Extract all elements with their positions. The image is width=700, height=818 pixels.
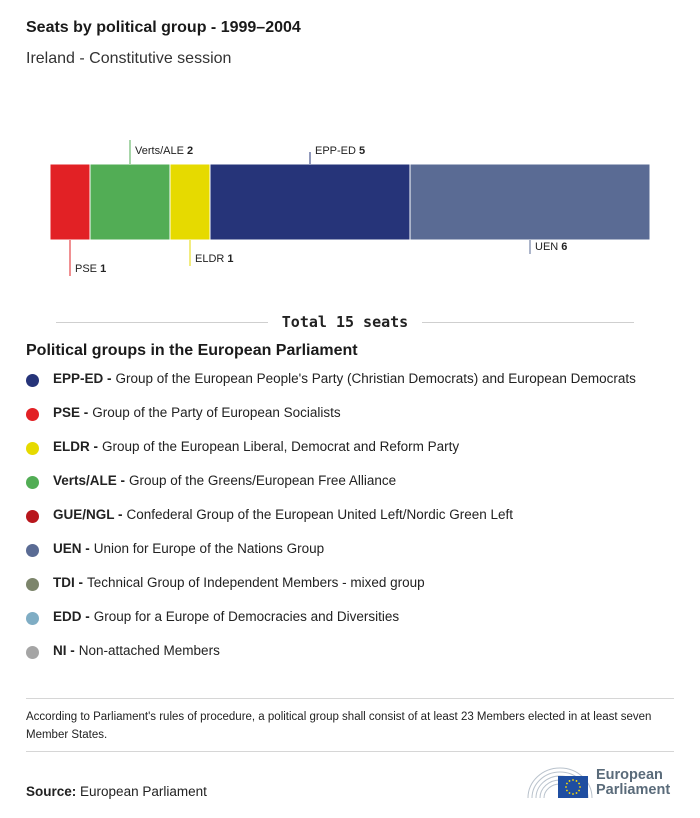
legend-item <box>26 507 636 541</box>
legend-title: Political groups in the European Parliament <box>26 342 358 359</box>
legend-text <box>53 575 425 590</box>
bar-segment-pse <box>50 164 90 240</box>
bar-label-value-pse: 1 <box>100 263 107 275</box>
total-seats-label: Total 15 seats <box>281 313 409 331</box>
legend-abbr: EPP-ED - <box>53 371 112 386</box>
hemicycle-icon <box>526 762 594 802</box>
stacked-bar-chart <box>0 130 700 280</box>
legend-dot-icon <box>26 544 39 557</box>
legend-name: Technical Group of Independent Members - mixed group <box>87 575 425 590</box>
eu-star-icon <box>579 786 581 788</box>
source-label: Source: <box>26 784 77 799</box>
divider-top <box>26 698 674 699</box>
total-rule-left <box>56 322 268 323</box>
footnote: According to Parliament's rules of procedure, a political group shall consist of at least 23 Members elected in at least seven Member States. <box>26 711 652 741</box>
chart-subtitle: Ireland - Constitutive session <box>26 50 232 67</box>
legend-item <box>26 405 636 439</box>
legend-text <box>53 439 459 454</box>
legend-text <box>53 405 341 420</box>
legend-dot-icon <box>26 408 39 421</box>
legend-item <box>26 439 636 473</box>
legend-dot-icon <box>26 578 39 591</box>
bar-label-value-epp-ed: 5 <box>359 145 366 157</box>
legend-item <box>26 575 636 609</box>
bar-label-epp-ed <box>315 145 365 157</box>
legend-name: Non-attached Members <box>78 643 220 658</box>
logo-line-1: European <box>596 767 663 783</box>
divider-bottom <box>26 751 674 752</box>
bar-label-value-verts-ale: 2 <box>186 145 194 157</box>
bar-label-value-uen: 6 <box>561 241 568 253</box>
eu-star-icon <box>566 790 568 792</box>
legend-abbr: TDI - <box>53 575 83 590</box>
bar-label-group-uen: UEN <box>535 241 562 253</box>
legend-name: Group of the European People's Party (Christian Democrats) and European Democrats <box>115 371 636 386</box>
legend-text <box>53 609 399 624</box>
legend-item <box>26 609 636 643</box>
legend-abbr: EDD - <box>53 609 90 624</box>
legend-text <box>53 643 220 658</box>
eu-star-icon <box>576 792 578 794</box>
legend-name: Group of the Greens/European Free Alliance <box>129 473 397 488</box>
legend-dot-icon <box>26 374 39 387</box>
bar-label-group-eldr: ELDR <box>195 253 228 265</box>
european-parliament-logo <box>526 762 686 802</box>
legend-item <box>26 473 636 507</box>
legend-name: Group of the European Liberal, Democrat and Reform Party <box>102 439 460 454</box>
legend-abbr: UEN - <box>53 541 90 556</box>
legend-name: Group for a Europe of Democracies and Diversities <box>93 609 400 624</box>
legend-dot-icon <box>26 476 39 489</box>
eu-star-icon <box>572 779 574 781</box>
bar-segment-epp-ed <box>210 164 410 240</box>
legend-name: Union for Europe of the Nations Group <box>93 541 325 556</box>
bar-label-group-verts-ale: Verts/ALE <box>135 145 187 157</box>
legend-name: Group of the Party of European Socialists <box>92 405 341 420</box>
legend-item <box>26 371 636 405</box>
legend-dot-icon <box>26 646 39 659</box>
legend-abbr: NI - <box>53 643 75 658</box>
legend-list <box>26 371 636 677</box>
eu-star-icon <box>565 786 567 788</box>
legend-abbr: ELDR - <box>53 439 98 454</box>
bar-label-value-eldr: 1 <box>227 253 234 265</box>
legend-text <box>53 371 636 386</box>
legend-item <box>26 643 636 677</box>
total-row <box>56 312 634 332</box>
legend-text <box>53 473 396 488</box>
eu-star-icon <box>578 790 580 792</box>
bar-segment-uen <box>410 164 650 240</box>
eu-star-icon <box>569 780 571 782</box>
bar-label-group-pse: PSE <box>75 263 101 275</box>
logo-text <box>596 768 670 798</box>
legend-abbr: PSE - <box>53 405 89 420</box>
legend-dot-icon <box>26 612 39 625</box>
total-rule-right <box>422 322 634 323</box>
bar-label-uen <box>535 241 567 253</box>
bar-label-eldr <box>195 253 234 265</box>
source-value: European Parliament <box>80 784 207 799</box>
bar-segment-verts-ale <box>90 164 170 240</box>
legend-abbr: GUE/NGL - <box>53 507 123 522</box>
legend-dot-icon <box>26 442 39 455</box>
eu-star-icon <box>572 793 574 795</box>
source <box>26 784 207 799</box>
bar-label-pse <box>75 263 106 275</box>
eu-star-icon <box>569 792 571 794</box>
logo-line-2: Parliament <box>596 782 671 798</box>
bar-label-verts-ale <box>135 145 193 157</box>
eu-star-icon <box>578 783 580 785</box>
eu-star-icon <box>576 780 578 782</box>
chart-title: Seats by political group - 1999–2004 <box>26 19 301 36</box>
legend-dot-icon <box>26 510 39 523</box>
legend-name: Confederal Group of the European United Left/Nordic Green Left <box>126 507 513 522</box>
bar-segment-eldr <box>170 164 210 240</box>
legend-text <box>53 507 513 522</box>
legend-text <box>53 541 324 556</box>
legend-item <box>26 541 636 575</box>
bar-label-group-epp-ed: EPP-ED <box>315 145 360 157</box>
legend-abbr: Verts/ALE - <box>53 473 126 488</box>
eu-star-icon <box>566 783 568 785</box>
